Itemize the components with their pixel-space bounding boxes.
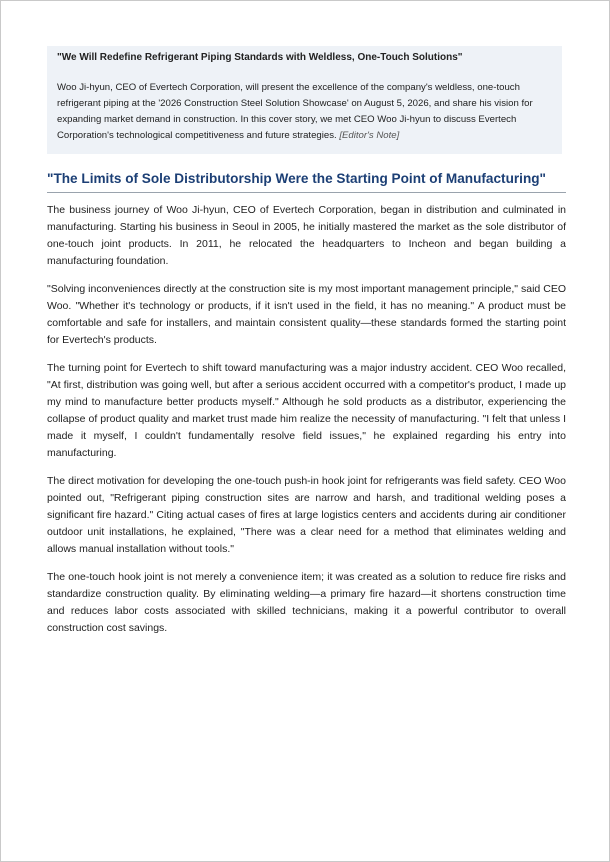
paragraph: The turning point for Evertech to shift toward manufacturing was a major industry accident. CEO Woo recalled, "At first, distribution was going well, but after a serious accident occurred with a competitor's product, I made up my mind to manufacture better products myself." Although he sold products as a distributor, experiencing the collapse of product quality and market trust made him realize the necessity of manufacturing. "I felt that unless I made it myself, I couldn't fundamentally resolve field issues," he explained regarding his entry into manufacturing. (47, 362, 566, 459)
paragraph: The direct motivation for developing the one-touch push-in hook joint for refrigerants was field safety. CEO Woo pointed out, "Refrigerant piping construction sites are narrow and harsh, and traditional welding poses a significant fire hazard." Citing actual cases of fires at large logistics centers and accidents during air conditioner outdoor unit installations, he explained, "There was a clear need for a method that eliminates welding and allows manual installation without tools." (47, 475, 566, 555)
summary-text: Woo Ji-hyun, CEO of Evertech Corporation, will present the excellence of the company's weldless, one-touch refrigerant piping at the '2026 Construction Steel Solution Showcase' on August 5, 2026, and share his vision for expanding market demand in construction. In this cover story, we met CEO Woo Ji-hyun to discuss Evertech Corporation's technological competitiveness and future strategies. (57, 82, 533, 141)
summary-title: "We Will Redefine Refrigerant Piping Standards with Weldless, One-Touch Solutions" (57, 52, 463, 63)
summary-body (57, 80, 552, 144)
paragraph: The one-touch hook joint is not merely a convenience item; it was created as a solution to reduce fire risks and standardize construction quality. By eliminating welding—a primary fire hazard—it shortens construction time and reduces labor costs associated with skilled technicians, making it a powerful contributor to overall construction cost savings. (47, 571, 566, 634)
editor-summary-box (47, 46, 562, 154)
section-heading: "The Limits of Sole Distributorship Were the Starting Point of Manufacturing" (47, 169, 566, 193)
paragraph: The business journey of Woo Ji-hyun, CEO of Evertech Corporation, began in distribution and culminated in manufacturing. Starting his business in Seoul in 2005, he initially mastered the market as the sole distributor of one-touch joint products. In 2011, he relocated the headquarters to Incheon and began building a manufacturing foundation. (47, 204, 566, 267)
paragraph: "Solving inconveniences directly at the construction site is my most important management principle," said CEO Woo. "Whether it's technology or products, if it isn't used in the field, it has no meaning." A product must be comfortable and safe for installers, and maintain consistent quality—these standards formed the starting point for Evertech's products. (47, 283, 566, 346)
article-body (47, 202, 566, 648)
editor-note: [Editor's Note] (339, 130, 400, 141)
